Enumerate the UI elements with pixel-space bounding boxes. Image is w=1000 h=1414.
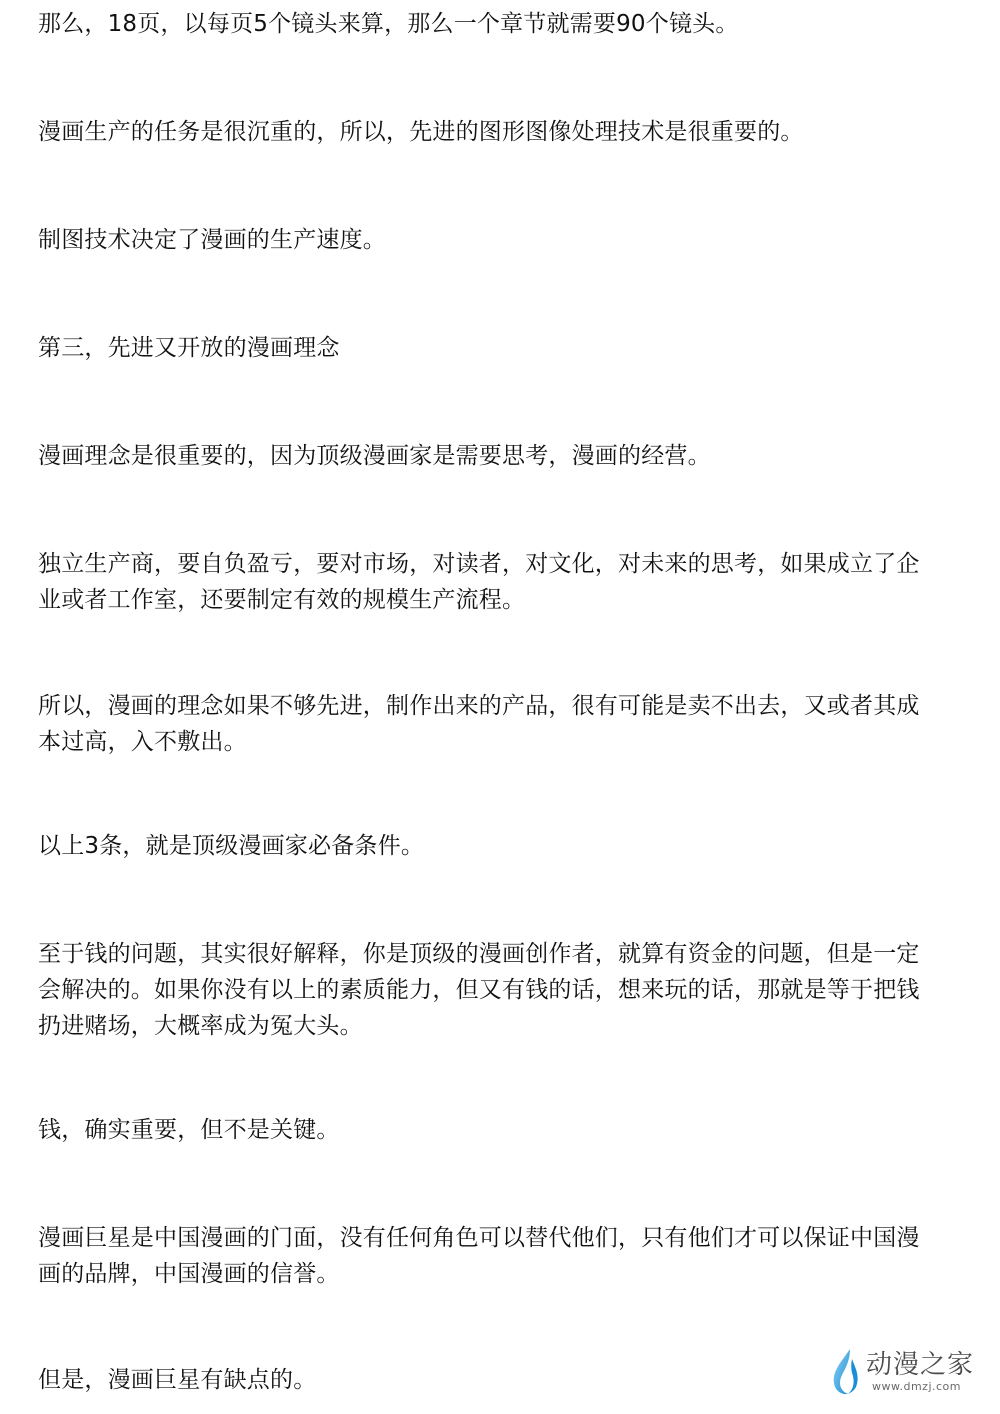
site-watermark [828, 1344, 978, 1400]
watermark-url: www.dmzj.com [872, 1380, 961, 1393]
paragraph-5: 漫画理念是很重要的，因为顶级漫画家是需要思考，漫画的经营。 [38, 443, 711, 469]
paragraph-12: 但是，漫画巨星有缺点的。 [38, 1367, 317, 1393]
paragraph-4-heading: 第三，先进又开放的漫画理念 [38, 335, 340, 361]
paragraph-8: 以上3条，就是顶级漫画家必备条件。 [38, 833, 425, 859]
paragraph-6: 独立生产商，要自负盈亏，要对市场，对读者，对文化，对未来的思考，如果成立了企业或者工作室，还要制定有效的规模生产流程。 [38, 551, 920, 613]
paragraph-3: 制图技术决定了漫画的生产速度。 [38, 227, 386, 253]
watermark-title: 动漫之家 [866, 1350, 975, 1380]
paragraph-1: 那么，18页，以每页5个镜头来算，那么一个章节就需要90个镜头。 [38, 11, 739, 37]
paragraph-9: 至于钱的问题，其实很好解释，你是顶级的漫画创作者，就算有资金的问题，但是一定会解决的。如果你没有以上的素质能力，但又有钱的话，想来玩的话，那就是等于把钱扔进赌场，大概率成为冤大头。 [38, 941, 920, 1039]
paragraph-10: 钱，确实重要，但不是关键。 [38, 1117, 340, 1143]
watermark-text [866, 1352, 974, 1392]
paragraph-7: 所以，漫画的理念如果不够先进，制作出来的产品，很有可能是卖不出去，又或者其成本过高，入不敷出。 [38, 693, 920, 755]
water-drop-logo-icon [828, 1347, 862, 1397]
paragraph-2: 漫画生产的任务是很沉重的，所以，先进的图形图像处理技术是很重要的。 [38, 119, 804, 145]
paragraph-11: 漫画巨星是中国漫画的门面，没有任何角色可以替代他们，只有他们才可以保证中国漫画的品牌，中国漫画的信誉。 [38, 1225, 920, 1287]
